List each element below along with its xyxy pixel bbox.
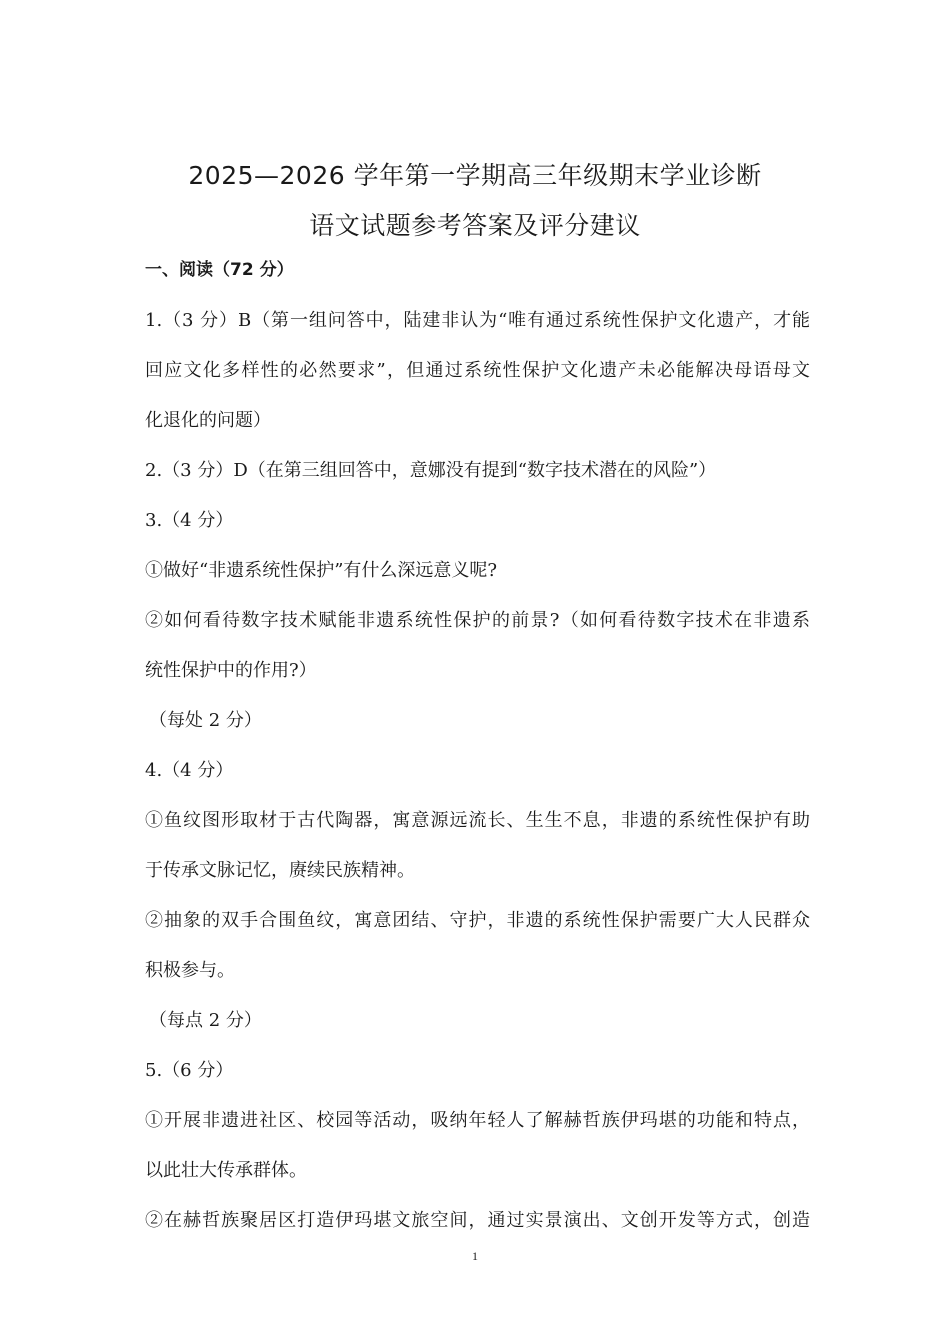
answer-1-line-2: 回应文化多样性的必然要求”，但通过系统性保护文化遗产未必能解决母语母文 — [145, 360, 810, 381]
answer-4-scoring-note: （每点 2 分） — [149, 1010, 262, 1031]
document-title: 2025—2026 学年第一学期高三年级期末学业诊断 — [188, 161, 762, 190]
answer-3-point-2-line-1: ②如何看待数字技术赋能非遗系统性保护的前景?（如何看待数字技术在非遗系 — [145, 610, 810, 631]
page-number: 1 — [472, 1249, 478, 1263]
answer-3-point-1: ①做好“非遗系统性保护”有什么深远意义呢? — [145, 560, 498, 581]
answer-content — [145, 255, 810, 1246]
answer-5-heading: 5.（6 分） — [145, 1060, 234, 1081]
answer-1-line-1: 1.（3 分）B（第一组问答中，陆建非认为“唯有通过系统性保护文化遗产，才能 — [145, 310, 810, 331]
answer-4-point-2-line-1: ②抽象的双手合围鱼纹，寓意团结、守护，非遗的系统性保护需要广大人民群众 — [145, 910, 810, 931]
answer-3-scoring-note: （每处 2 分） — [149, 710, 262, 731]
answer-5-point-2-line-1: ②在赫哲族聚居区打造伊玛堪文旅空间，通过实景演出、文创开发等方式，创造 — [145, 1210, 810, 1231]
answer-4-heading: 4.（4 分） — [145, 760, 234, 781]
answer-1-line-3: 化退化的问题） — [145, 410, 271, 431]
section-heading: 一、阅读（72 分） — [145, 260, 294, 280]
answer-2-line-1: 2.（3 分）D（在第三组回答中，意娜没有提到“数字技术潜在的风险”） — [145, 460, 717, 481]
answer-5-point-1-line-1: ①开展非遗进社区、校园等活动，吸纳年轻人了解赫哲族伊玛堪的功能和特点， — [145, 1110, 810, 1131]
answer-4-point-1-line-1: ①鱼纹图形取材于古代陶器，寓意源远流长、生生不息，非遗的系统性保护有助 — [145, 810, 810, 831]
answer-3-point-2-line-2: 统性保护中的作用?） — [145, 660, 317, 681]
document-subtitle: 语文试题参考答案及评分建议 — [309, 211, 641, 240]
answer-4-point-2-line-2: 积极参与。 — [145, 960, 235, 981]
answer-4-point-1-line-2: 于传承文脉记忆，赓续民族精神。 — [145, 860, 415, 881]
answer-5-point-1-line-2: 以此壮大传承群体。 — [145, 1160, 307, 1181]
answer-3-heading: 3.（4 分） — [145, 510, 234, 531]
